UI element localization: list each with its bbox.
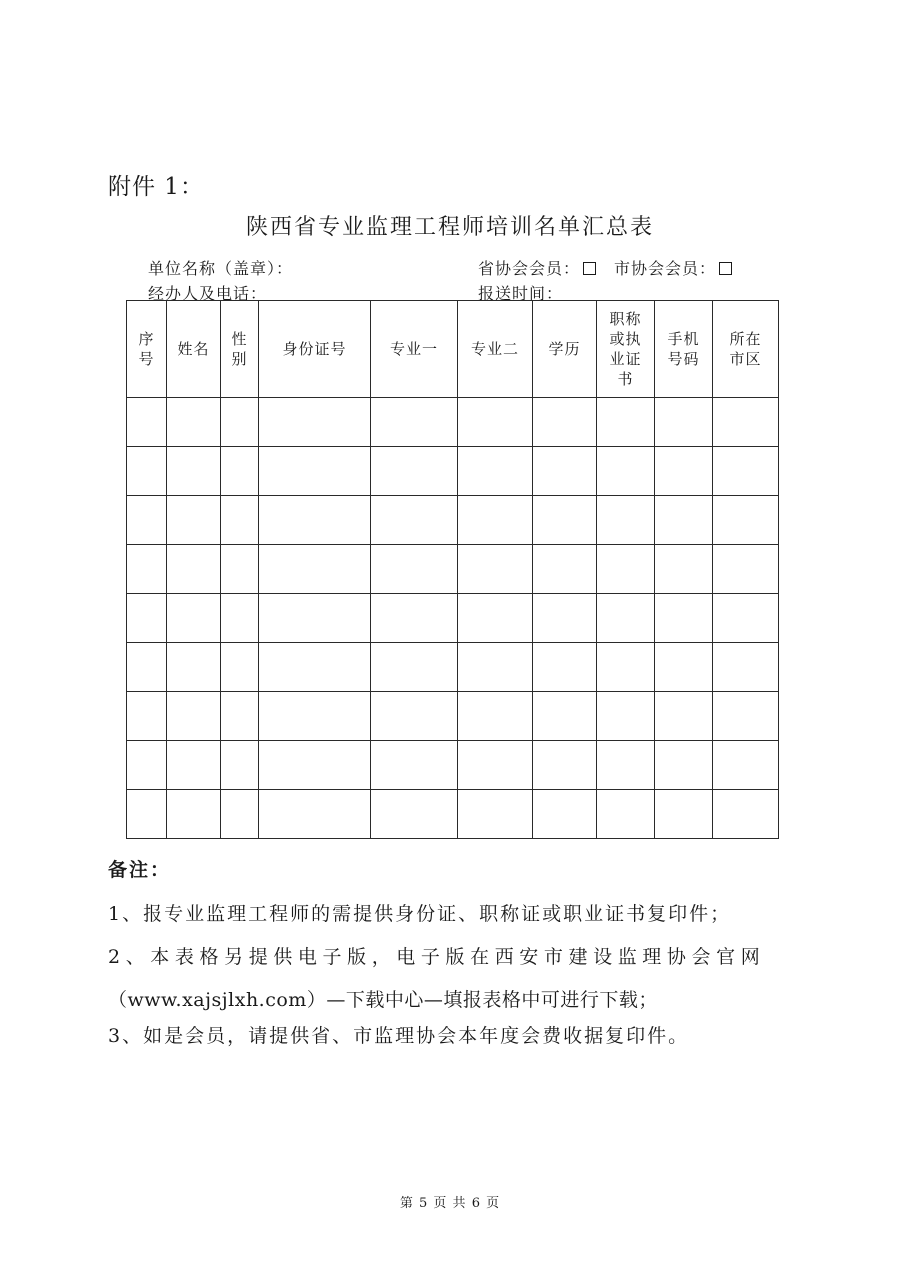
table-cell[interactable] — [259, 447, 371, 496]
table-cell[interactable] — [533, 447, 597, 496]
table-cell[interactable] — [655, 447, 713, 496]
table-cell[interactable] — [533, 545, 597, 594]
note-item-2: 2、本表格另提供电子版，电子版在西安市建设监理协会官网 — [108, 946, 766, 968]
table-cell[interactable] — [371, 741, 458, 790]
table-row — [127, 447, 779, 496]
page-number: 第 5 页 共 6 页 — [399, 1196, 501, 1211]
table-cell[interactable] — [533, 790, 597, 839]
table-row — [127, 790, 779, 839]
table-cell[interactable] — [127, 643, 167, 692]
table-cell[interactable] — [221, 447, 259, 496]
table-cell[interactable] — [127, 545, 167, 594]
table-cell[interactable] — [259, 741, 371, 790]
table-cell[interactable] — [533, 692, 597, 741]
table-cell[interactable] — [533, 496, 597, 545]
table-cell[interactable] — [458, 594, 533, 643]
contact-label: 经办人及电话： — [148, 284, 268, 303]
header-city-district: 所在市区 — [713, 301, 779, 398]
table-cell[interactable] — [655, 545, 713, 594]
table-cell[interactable] — [259, 643, 371, 692]
table-cell[interactable] — [533, 594, 597, 643]
table-cell[interactable] — [167, 447, 221, 496]
form-title: 陕西省专业监理工程师培训名单汇总表 — [245, 215, 654, 240]
table-row — [127, 741, 779, 790]
table-cell[interactable] — [371, 447, 458, 496]
table-cell[interactable] — [371, 398, 458, 447]
table-row — [127, 692, 779, 741]
table-row — [127, 594, 779, 643]
header-id-number: 身份证号 — [259, 301, 371, 398]
note-item-2-continued: （www.xajsjlxh.com）—下载中心—填报表格中可进行下载； — [108, 989, 658, 1011]
table-body — [127, 398, 779, 839]
table-cell[interactable] — [655, 790, 713, 839]
table-cell[interactable] — [167, 594, 221, 643]
table-header-row — [127, 301, 779, 398]
table-cell[interactable] — [713, 643, 779, 692]
table-cell[interactable] — [597, 741, 655, 790]
table-cell[interactable] — [259, 398, 371, 447]
header-education: 学历 — [533, 301, 597, 398]
membership-options — [478, 256, 732, 279]
table-cell[interactable] — [655, 741, 713, 790]
provincial-member-label: 省协会会员： — [478, 259, 581, 278]
table-cell[interactable] — [167, 545, 221, 594]
table-cell[interactable] — [221, 496, 259, 545]
notes-title: 备注： — [108, 859, 172, 881]
table-cell[interactable] — [259, 790, 371, 839]
table-cell[interactable] — [259, 692, 371, 741]
table-cell[interactable] — [259, 545, 371, 594]
note-item-1: 1、报专业监理工程师的需提供身份证、职称证或职业证书复印件； — [108, 903, 732, 925]
table-cell[interactable] — [127, 790, 167, 839]
table-cell[interactable] — [533, 643, 597, 692]
table-cell[interactable] — [713, 447, 779, 496]
table-cell[interactable] — [597, 398, 655, 447]
table-cell[interactable] — [221, 398, 259, 447]
table-cell[interactable] — [259, 496, 371, 545]
table-cell[interactable] — [597, 447, 655, 496]
table-cell[interactable] — [167, 496, 221, 545]
table-cell[interactable] — [259, 594, 371, 643]
table-cell[interactable] — [458, 447, 533, 496]
table-row — [127, 496, 779, 545]
table-cell[interactable] — [371, 692, 458, 741]
table-cell[interactable] — [127, 741, 167, 790]
table-cell[interactable] — [221, 790, 259, 839]
table-cell[interactable] — [655, 398, 713, 447]
header-name: 姓名 — [167, 301, 221, 398]
unit-name-label: 单位名称（盖章）： — [148, 259, 294, 278]
provincial-member-checkbox[interactable] — [583, 262, 596, 275]
table-cell[interactable] — [371, 790, 458, 839]
table-cell[interactable] — [167, 741, 221, 790]
table-cell[interactable] — [713, 692, 779, 741]
table-cell[interactable] — [221, 545, 259, 594]
table-cell[interactable] — [713, 741, 779, 790]
table-cell[interactable] — [221, 741, 259, 790]
table-cell[interactable] — [127, 496, 167, 545]
table-cell[interactable] — [597, 643, 655, 692]
table-row — [127, 643, 779, 692]
header-major-one: 专业一 — [371, 301, 458, 398]
table-cell[interactable] — [458, 545, 533, 594]
table-cell[interactable] — [597, 545, 655, 594]
table-cell[interactable] — [655, 496, 713, 545]
table-cell[interactable] — [655, 643, 713, 692]
table-row — [127, 545, 779, 594]
header-phone: 手机号码 — [655, 301, 713, 398]
table-cell[interactable] — [458, 496, 533, 545]
submit-time-label: 报送时间： — [478, 284, 564, 303]
city-member-checkbox[interactable] — [719, 262, 732, 275]
table-cell[interactable] — [713, 790, 779, 839]
header-gender: 性别 — [221, 301, 259, 398]
table-cell[interactable] — [221, 692, 259, 741]
table-cell[interactable] — [127, 447, 167, 496]
city-member-label: 市协会会员： — [614, 259, 717, 278]
header-title-certificate: 职称或执业证书 — [597, 301, 655, 398]
table-cell[interactable] — [713, 545, 779, 594]
table-cell[interactable] — [713, 496, 779, 545]
table-cell[interactable] — [127, 398, 167, 447]
table-cell[interactable] — [713, 398, 779, 447]
table-cell[interactable] — [167, 398, 221, 447]
table-cell[interactable] — [371, 643, 458, 692]
table-cell[interactable] — [458, 398, 533, 447]
table-cell[interactable] — [371, 594, 458, 643]
table-cell[interactable] — [458, 741, 533, 790]
table-cell[interactable] — [371, 496, 458, 545]
table-cell[interactable] — [167, 692, 221, 741]
table-cell[interactable] — [655, 594, 713, 643]
table-row — [127, 398, 779, 447]
table-cell[interactable] — [597, 692, 655, 741]
note-item-3: 3、如是会员，请提供省、市监理协会本年度会费收据复印件。 — [108, 1025, 690, 1047]
table-cell[interactable] — [167, 643, 221, 692]
header-index: 序号 — [127, 301, 167, 398]
table-cell[interactable] — [597, 790, 655, 839]
table-cell[interactable] — [597, 496, 655, 545]
table-cell[interactable] — [597, 594, 655, 643]
table-cell[interactable] — [167, 790, 221, 839]
table-cell[interactable] — [221, 594, 259, 643]
table-cell[interactable] — [458, 692, 533, 741]
table-cell[interactable] — [713, 594, 779, 643]
table-cell[interactable] — [655, 692, 713, 741]
table-cell[interactable] — [221, 643, 259, 692]
table-cell[interactable] — [127, 594, 167, 643]
table-cell[interactable] — [127, 692, 167, 741]
table-cell[interactable] — [371, 545, 458, 594]
roster-table — [126, 300, 779, 839]
table-cell[interactable] — [458, 643, 533, 692]
header-major-two: 专业二 — [458, 301, 533, 398]
attachment-label: 附件 1： — [108, 174, 204, 200]
table-cell[interactable] — [533, 741, 597, 790]
table-cell[interactable] — [533, 398, 597, 447]
table-cell[interactable] — [458, 790, 533, 839]
